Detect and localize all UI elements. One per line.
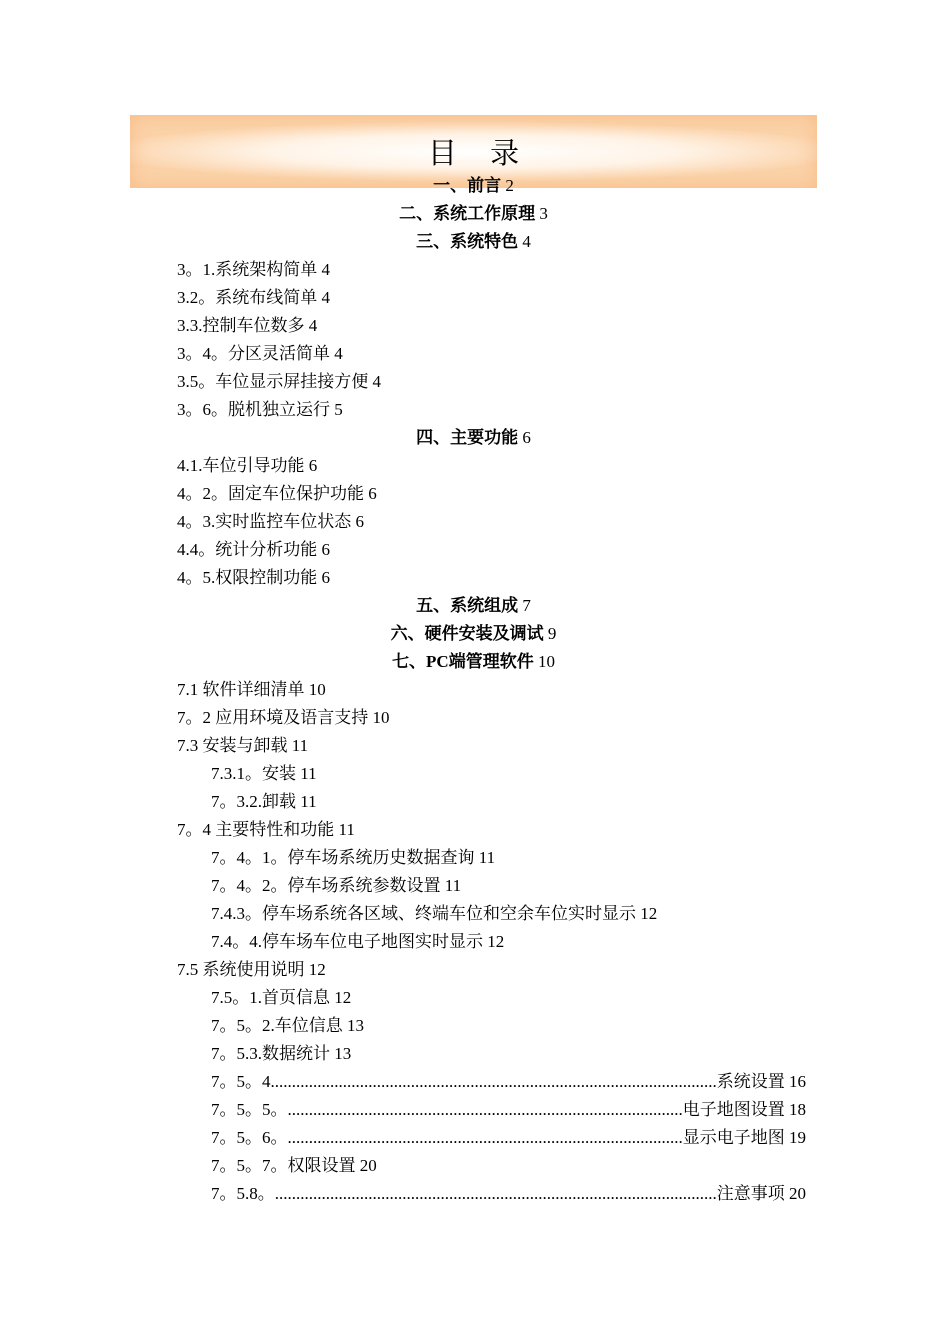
toc-entry[interactable]: 7.5。1.首页信息 12 <box>211 988 352 1007</box>
toc-entry[interactable]: 3。1.系统架构简单 4 <box>177 260 330 279</box>
toc-entry[interactable]: 7.4。4.停车场车位电子地图实时显示 12 <box>211 932 505 951</box>
toc-entry[interactable]: 六、硬件安装及调试 9 <box>390 624 557 643</box>
toc-entry[interactable]: 4。2。固定车位保护功能 6 <box>177 484 377 503</box>
toc-entry[interactable]: 三、系统特色 4 <box>416 232 531 251</box>
toc-entry[interactable]: 7。4。1。停车场系统历史数据查询 11 <box>211 848 496 867</box>
toc-entry[interactable]: 3。4。分区灵活简单 4 <box>177 344 343 363</box>
toc-entry[interactable]: 3.2。系统布线简单 4 <box>177 288 330 307</box>
toc-entry[interactable]: 4.1.车位引导功能 6 <box>177 456 318 475</box>
toc-entry[interactable]: 4。3.实时监控车位状态 6 <box>177 512 364 531</box>
toc-entry[interactable]: 4。5.权限控制功能 6 <box>177 568 330 587</box>
toc-entry[interactable]: 五、系统组成 7 <box>416 596 531 615</box>
toc-entry-dotted[interactable]: 7。5.8。 ..... 注意事项 20 <box>211 1180 806 1208</box>
toc-entry[interactable]: 7.3 安装与卸载 11 <box>177 736 309 755</box>
toc-entry[interactable]: 4.4。统计分析功能 6 <box>177 540 330 559</box>
toc-entry-dotted[interactable]: 7。5。5。 ..... 电子地图设置 18 <box>211 1096 806 1124</box>
toc-entry[interactable]: 3.5。车位显示屏挂接方便 4 <box>177 372 381 391</box>
toc-entry[interactable]: 7.1 软件详细清单 10 <box>177 680 326 699</box>
toc-entry[interactable]: 7。5。2.车位信息 13 <box>211 1016 364 1035</box>
toc-entry[interactable]: 7。5。7。权限设置 20 <box>211 1156 377 1175</box>
toc-entry[interactable]: 7。4 主要特性和功能 11 <box>177 820 355 839</box>
toc-entry[interactable]: 七、PC端管理软件 10 <box>392 652 555 671</box>
dot-leader <box>288 1096 683 1124</box>
toc-entry[interactable]: 3。6。脱机独立运行 5 <box>177 400 343 419</box>
dot-leader <box>275 1068 717 1096</box>
toc-entry[interactable]: 二、系统工作原理 3 <box>399 204 548 223</box>
dot-leader <box>275 1180 717 1208</box>
toc-entry[interactable]: 7。4。2。停车场系统参数设置 11 <box>211 876 462 895</box>
toc-entry[interactable]: 7。2 应用环境及语言支持 10 <box>177 708 390 727</box>
toc-entry[interactable]: 3.3.控制车位数多 4 <box>177 316 318 335</box>
toc-entry-dotted[interactable]: 7。5。4. ..... 系统设置 16 <box>211 1068 806 1096</box>
toc-entry[interactable]: 7.3.1。安装 11 <box>211 764 317 783</box>
toc-entry[interactable]: 7.4.3。停车场系统各区域、终端车位和空余车位实时显示 12 <box>211 904 658 923</box>
toc-entry[interactable]: 一、前言 2 <box>433 176 514 195</box>
toc-entry[interactable]: 四、主要功能 6 <box>416 428 531 447</box>
toc-entry[interactable]: 7.5 系统使用说明 12 <box>177 960 326 979</box>
toc-title: 目 录 <box>427 136 532 170</box>
toc-entry[interactable]: 7。3.2.卸载 11 <box>211 792 317 811</box>
toc-entry-dotted[interactable]: 7。5。6。 ..... 显示电子地图 19 <box>211 1124 806 1152</box>
toc-entry[interactable]: 7。5.3.数据统计 13 <box>211 1044 352 1063</box>
dot-leader <box>288 1124 683 1152</box>
